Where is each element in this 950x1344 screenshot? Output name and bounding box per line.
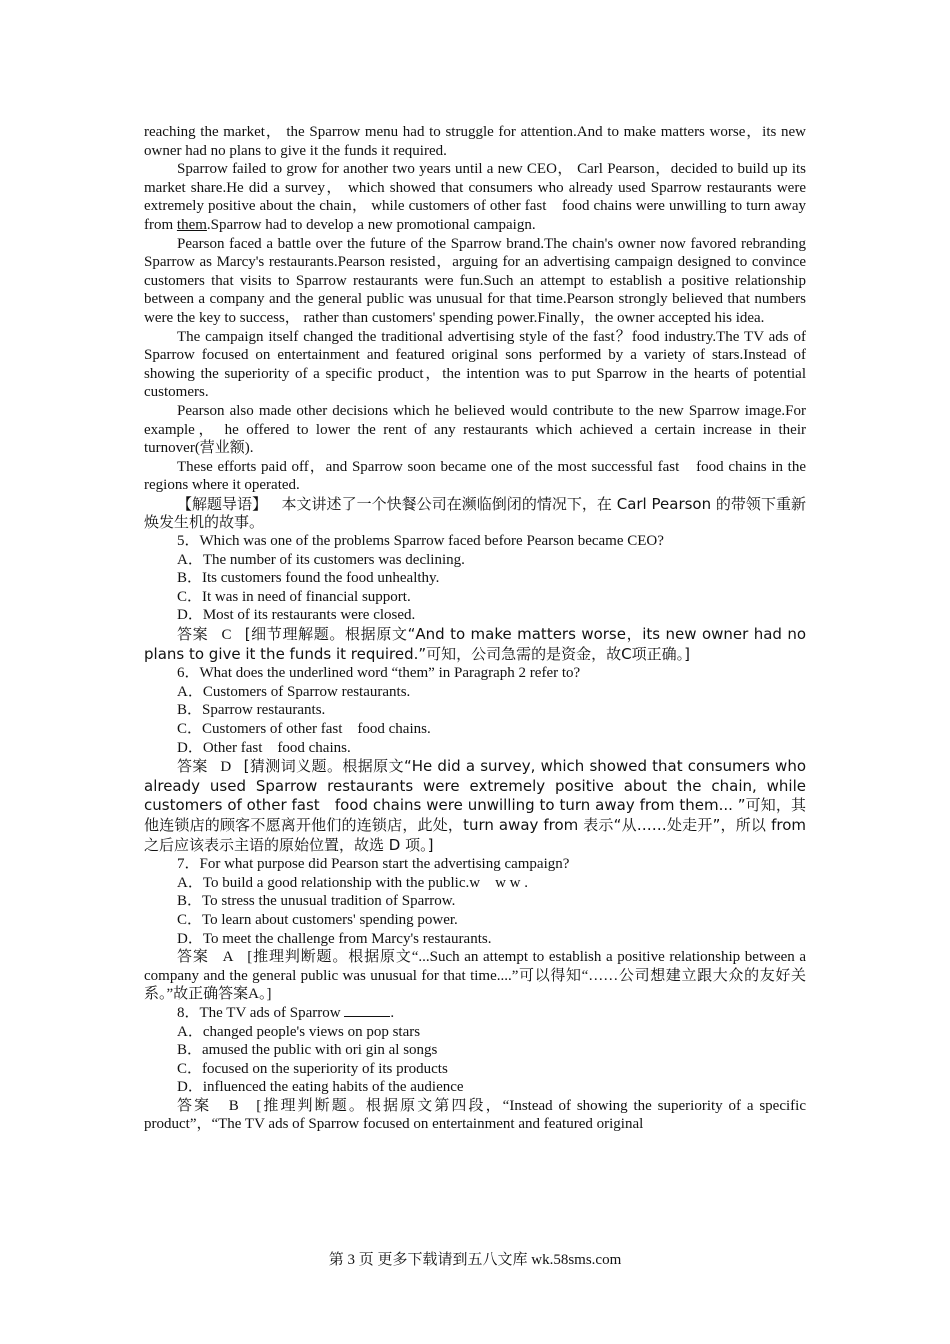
answer-label: 答案 <box>177 627 209 644</box>
passage-paragraph-5: These efforts paid off，and Sparrow soon became one of the most successful fast food chains in the regions where it operated. <box>144 458 806 494</box>
question-8-option-a: A．changed people's views on pop stars <box>177 1023 421 1040</box>
answer-explanation: [推理判断题。根据原文“...Such an attempt to establish a positive relationship between a company and the general public was unusual for that time....”可以得知“……公司想建立跟大众的友好关系。”故正确答案A。] <box>144 949 807 1003</box>
answer-letter: D <box>220 759 232 776</box>
answer-label: 答案 <box>177 949 209 966</box>
guide-paragraph <box>144 495 806 532</box>
underlined-word: them <box>176 216 207 233</box>
answer-blank <box>344 1004 390 1017</box>
answer-explanation: [推理判断题。根据原文第四段，“Instead of showing the superiority of a specific product”，“The TV ads of Sparrow focused on entertainment and featured original <box>144 1097 806 1133</box>
guide-text: 本文讲述了一个快餐公司在濒临倒闭的情况下，在 Carl Pearson 的带领下重新焕发生机的故事。 <box>144 494 806 532</box>
question-6-option-c: C．Customers of other fast food chains. <box>177 721 431 737</box>
page-footer: 第 3 页 更多下载请到五八文库 wk.58sms.com <box>328 1252 622 1268</box>
passage-paragraph-3: The campaign itself changed the traditional advertising style of the fast？food industry.The TV ads of Sparrow focused on entertainment and featured original sons performed by a variety of stars.Instead of showing the superiority of a specific product，the intention was to put Sparrow in the hearts of potential customers. <box>144 328 806 401</box>
question-7-stem: 7．For what purpose did Pearson start the advertising campaign? <box>177 856 570 873</box>
question-8-option-d: D．influenced the eating habits of the audience <box>177 1079 464 1096</box>
answer-letter: A <box>222 949 234 966</box>
question-6-option-d: D．Other fast food chains. <box>177 739 351 756</box>
question-7-option-c: C．To learn about customers' spending power. <box>177 911 458 928</box>
question-7-option-b: B．To stress the unusual tradition of Sparrow. <box>177 893 456 910</box>
question-5-option-b: B．Its customers found the food unhealthy. <box>177 570 440 587</box>
guide-label: 【解题导语】 <box>177 494 268 513</box>
question-6-option-b: B．Sparrow restaurants. <box>177 702 326 719</box>
passage-paragraph-0: reaching the market， the Sparrow menu had to struggle for attention.And to make matters worse，its new owner had no plans to give it the funds it required. <box>144 124 806 159</box>
question-5-option-a: A．The number of its customers was declining. <box>177 551 465 568</box>
question-8-stem <box>144 1004 806 1023</box>
question-6-answer <box>144 757 806 855</box>
document-body <box>144 123 806 1134</box>
answer-letter: B <box>228 1097 239 1114</box>
question-6-stem: 6．What does the underlined word “them” in Paragraph 2 refer to? <box>177 665 581 682</box>
question-7-option-d: D．To meet the challenge from Marcy's restaurants. <box>177 930 492 947</box>
answer-label: 答案 <box>177 759 208 776</box>
passage-paragraph-4: Pearson also made other decisions which he believed would contribute to the new Sparrow image.For example， he offered to lower the rent of any restaurants which achieved a certain increase in their turnover(营业额). <box>144 402 806 457</box>
question-5-option-d: D．Most of its restaurants were closed. <box>177 607 416 624</box>
question-6-option-a: A．Customers of Sparrow restaurants. <box>177 683 411 700</box>
passage-paragraph-1 <box>144 160 806 234</box>
question-7-option-a: A．To build a good relationship with the public.w w w . <box>177 874 528 891</box>
question-7-answer <box>144 948 806 1004</box>
answer-label: 答案 <box>177 1097 212 1114</box>
question-8-answer <box>144 1097 806 1134</box>
question-text: 8．The TV ads of Sparrow <box>177 1004 345 1021</box>
answer-explanation: [猜测词义题。根据原文“He did a survey, which showed that consumers who already used Sparrow restaurants were extremely positive about the chain, while customers of other fast food chains were unwilling to turn away from them... ”可知，其他连锁店的顾客不愿离开他们的连锁店，此处，turn away from 表示“从……处走开”，所以 from 之后应该表示主语的原始位置，故选 D 项。] <box>144 757 807 854</box>
question-text: . <box>390 1004 395 1021</box>
passage-text: Sparrow failed to grow for another two years until a new CEO， Carl Pearson，decided to build up its market share.He did a survey， which showed that consumers who already used Sparrow restaurants were extremely positive about the chain， while customers of other fast food chains were unwilling to turn away from <box>144 161 806 233</box>
question-8-option-b: B．amused the public with ori gin al songs <box>177 1042 438 1059</box>
question-5-stem: 5．Which was one of the problems Sparrow faced before Pearson became CEO? <box>177 533 664 550</box>
answer-letter: C <box>221 627 232 644</box>
answer-explanation: [细节理解题。根据原文“And to make matters worse，its new owner had no plans to give it the funds it required.”可知，公司急需的是资金，故C项正确。] <box>144 625 807 663</box>
question-5-answer <box>144 625 806 664</box>
passage-paragraph-2: Pearson faced a battle over the future of the Sparrow brand.The chain's owner now favored rebranding Sparrow as Marcy's restaurants.Pearson resisted，arguing for an advertising campaign designed to convince customers that visits to Sparrow restaurants were fun.Such an attempt to establish a positive relationship between a company and the general public was unusual for that time.Pearson strongly believed that numbers were the key to success， rather than customers' spending power.Finally，the owner accepted his idea. <box>144 235 806 326</box>
question-8-option-c: C．focused on the superiority of its products <box>177 1060 448 1077</box>
question-5-option-c: C．It was in need of financial support. <box>177 588 411 605</box>
passage-text: .Sparrow had to develop a new promotional campaign. <box>206 216 536 233</box>
